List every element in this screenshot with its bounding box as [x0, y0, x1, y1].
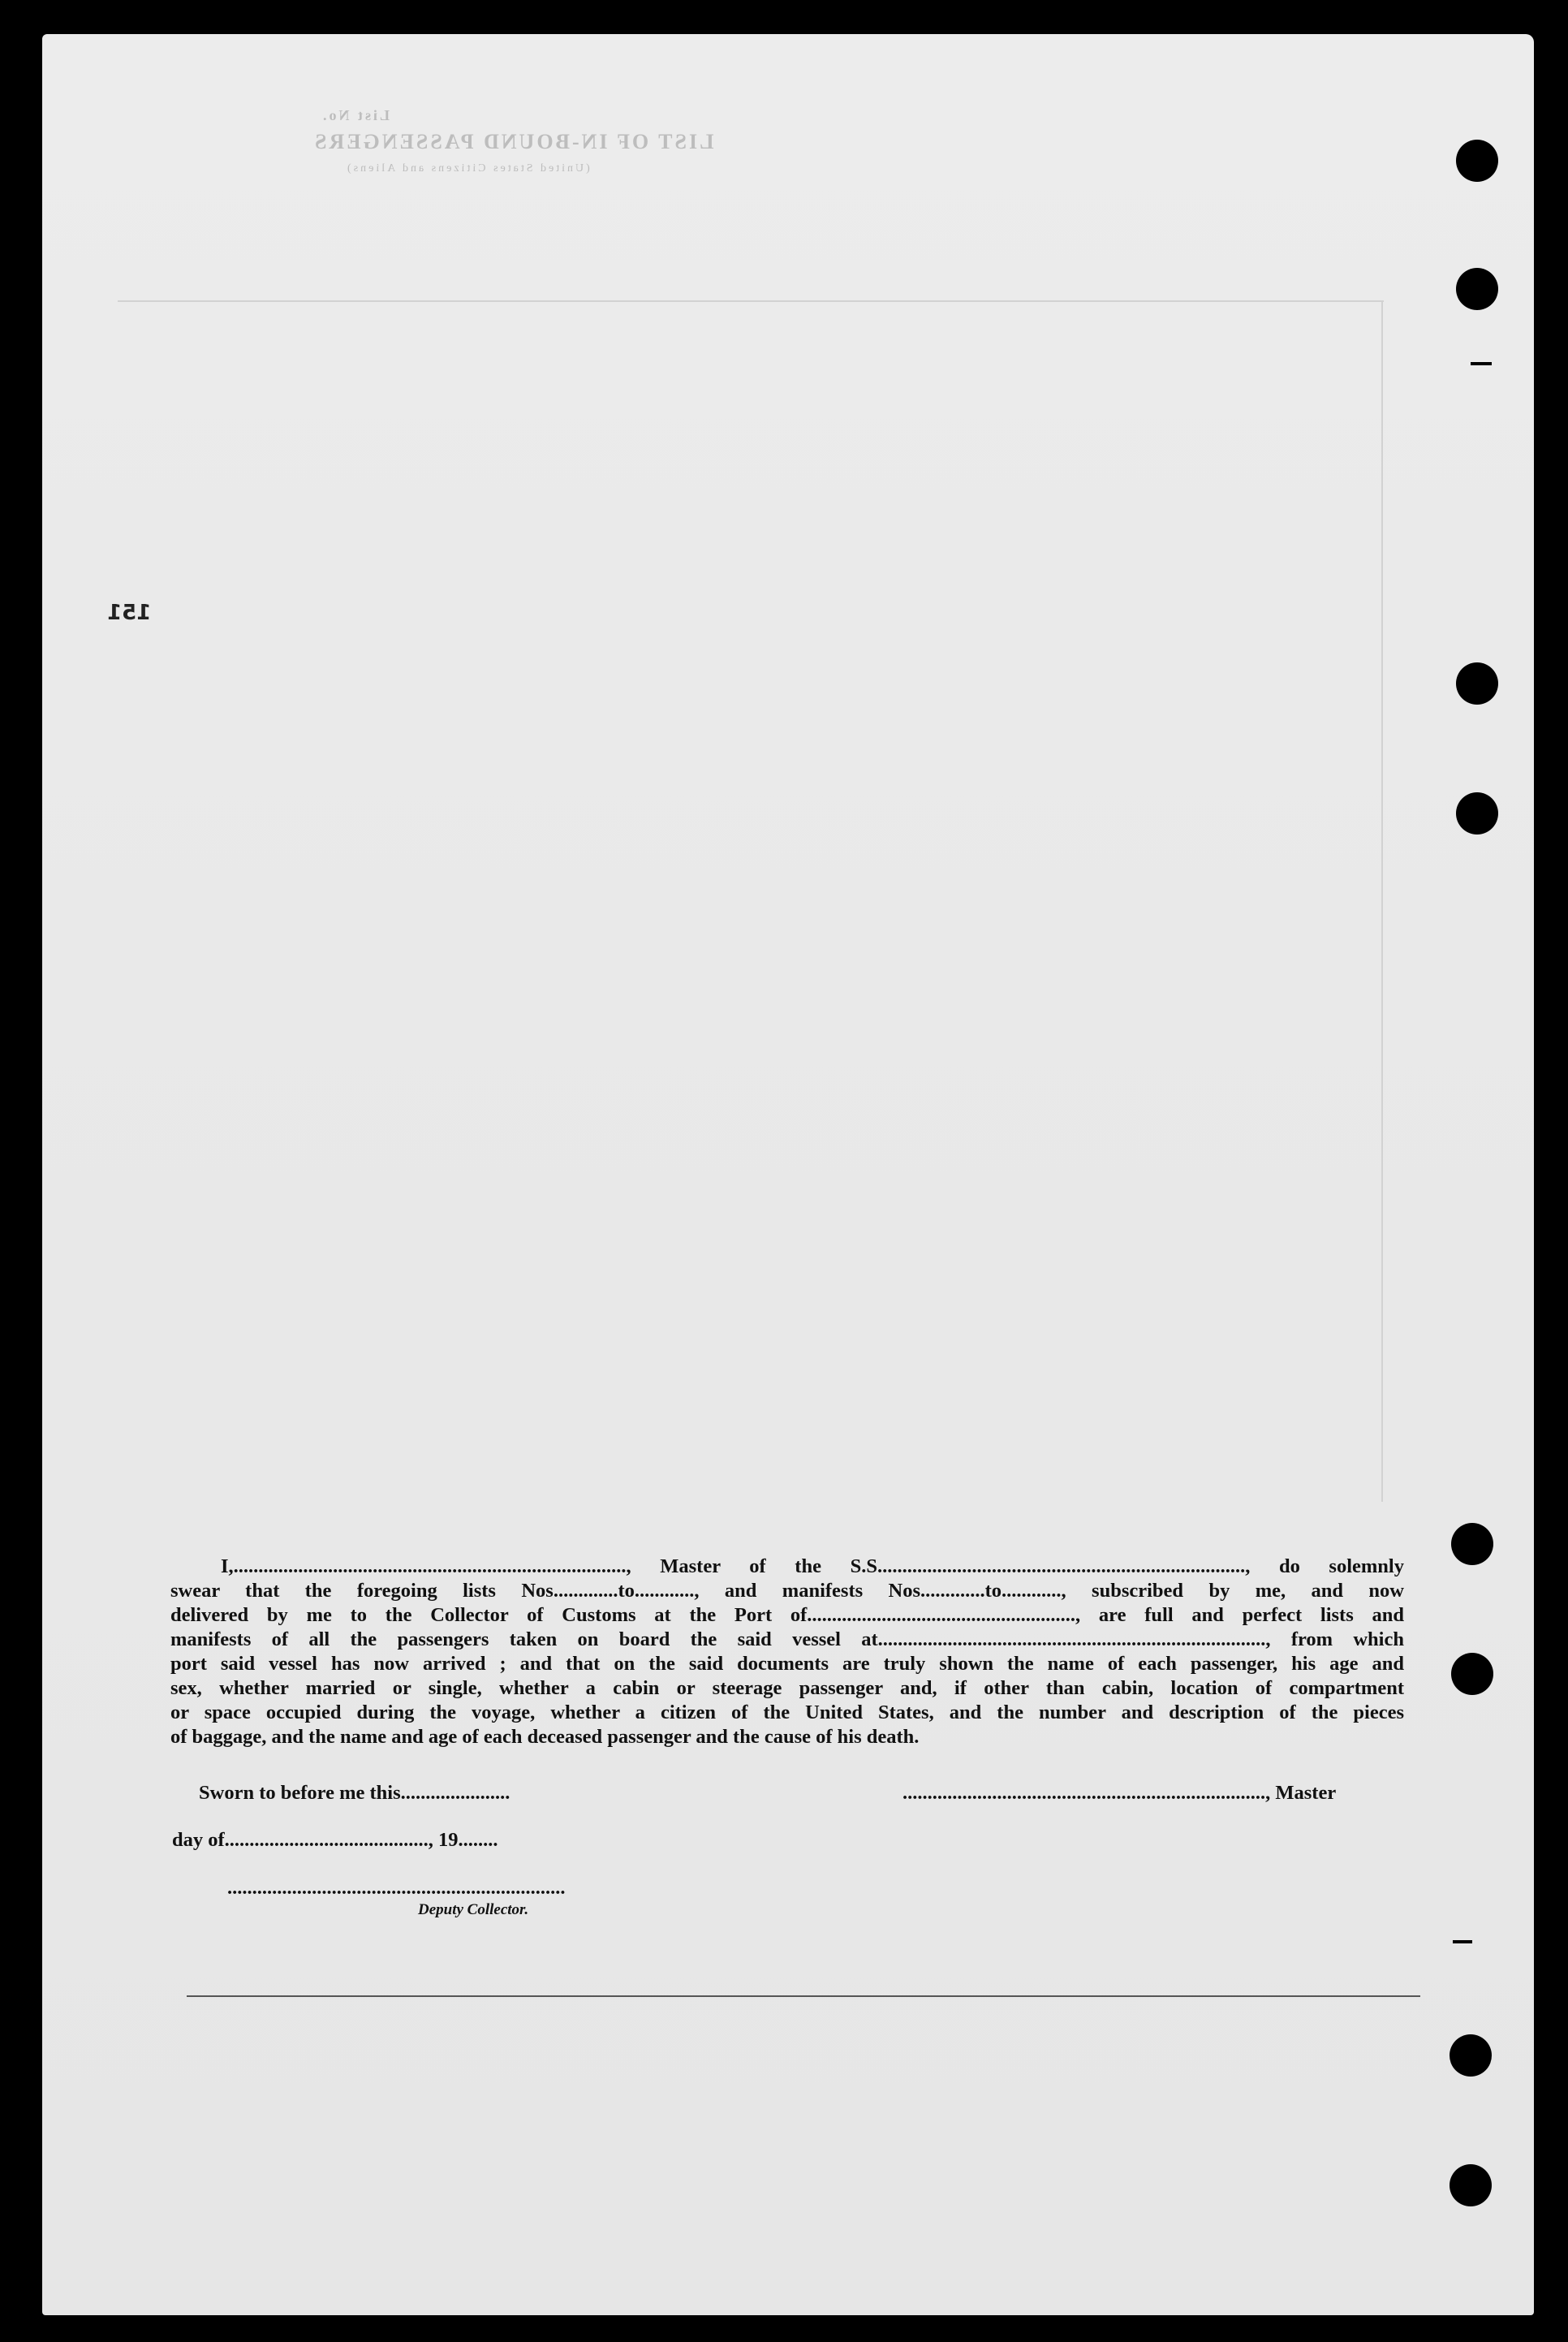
oath-line: manifests of all the passengers taken on board the said vessel at.............................................................................., from which — [170, 1628, 1404, 1650]
master-label: ........................................................................., Master — [902, 1782, 1337, 1804]
deputy-collector-label: Deputy Collector. — [418, 1901, 529, 1918]
oath-line: port said vessel has now arrived ; and that on the said documents are truly shown the name of each passenger, his age and — [170, 1653, 1404, 1675]
ghost-bottom-rule — [187, 1995, 1420, 1997]
punch-hole — [1450, 2164, 1492, 2206]
punch-hole — [1450, 2034, 1492, 2077]
stamp-mark: 151 — [107, 601, 152, 625]
ghost-title: LIST OF IN-BOUND PASSENGERS — [312, 130, 714, 153]
oath-line: of baggage, and the name and age of each deceased passenger and the cause of his death. — [170, 1726, 920, 1748]
oath-line: delivered by me to the Collector of Customs at the Port of......................................................, are full and perfect lists and — [170, 1604, 1404, 1626]
oath-line: sex, whether married or single, whether a cabin or steerage passenger and, if other than cabin, location of compartment — [170, 1677, 1404, 1699]
ghost-table-rule — [118, 300, 1384, 302]
document-page — [42, 34, 1534, 2315]
punch-hole — [1451, 1523, 1493, 1565]
oath-line: swear that the foregoing lists Nos.............to............, and manifests Nos.............to............, subscribed by me, and now — [170, 1580, 1404, 1602]
edge-tick — [1471, 362, 1492, 365]
ghost-list-no: List No. — [321, 107, 390, 123]
ghost-subtitle: (United States Citizens and Aliens) — [345, 162, 590, 175]
day-line: day of........................................., 19........ — [172, 1829, 498, 1851]
punch-hole — [1456, 140, 1498, 182]
punch-hole — [1456, 662, 1498, 705]
oath-paragraph — [170, 1555, 1404, 1749]
ghost-table-border — [1381, 300, 1383, 1502]
punch-hole — [1456, 792, 1498, 835]
sworn-line: Sworn to before me this...................... — [199, 1782, 510, 1804]
punch-hole — [1456, 268, 1498, 310]
punch-hole — [1451, 1653, 1493, 1695]
oath-line: or space occupied during the voyage, whether a citizen of the United States, and the number and description of the pieces — [170, 1702, 1404, 1723]
master-signature-line — [902, 1782, 1336, 1805]
edge-tick — [1453, 1940, 1472, 1943]
deputy-signature-dots: .................................................................... — [227, 1877, 566, 1899]
oath-line: I,..............................................................................., Master of the S.S.........................................................................., do solemnly — [221, 1555, 1404, 1577]
